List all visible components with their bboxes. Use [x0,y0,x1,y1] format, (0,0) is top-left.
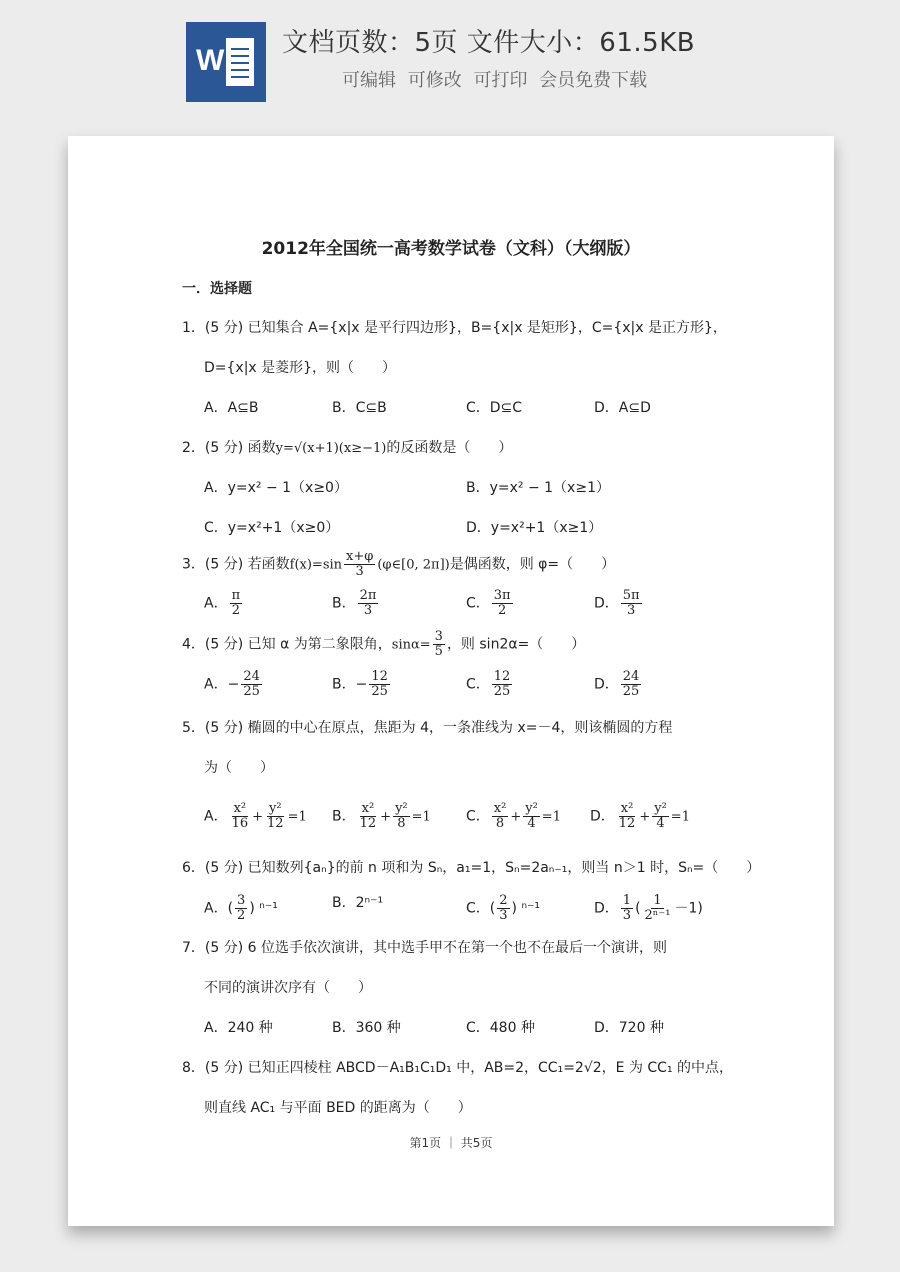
question-1-option-a: A．A⊆B [204,400,259,416]
question-7-stem: 7．(5 分) 6 位选手依次演讲，其中选手甲不在第一个也不在最后一个演讲，则 [182,940,667,956]
download-banner [0,0,900,120]
question-5-stem: 5．(5 分) 椭圆的中心在原点，焦距为 4，一条准线为 x=－4，则该椭圆的方程 [182,720,673,736]
document-page [68,136,834,1226]
question-3-option-a: A． $\frac{\pi}{2}$ [204,588,241,618]
question-6-option-d: D． $\frac{1}{3}$ ( $\frac{1}{\text{2ⁿ⁻¹}}$ －1) [594,893,703,923]
question-8-stem-cont: 则直线 AC₁ 与平面 BED 的距离为（ ） [204,1100,472,1116]
question-1-option-b: B．C⊆B [332,400,387,416]
question-3-option-d: D． $\frac{5\pi}{3}$ [594,588,640,618]
question-3-option-c: C． $\frac{3\pi}{2}$ [466,588,511,618]
question-5-option-c: C． $\frac{\text{x²}}{8}$ + $\frac{\text{y²}}{4}$ =1 [466,801,561,831]
question-7-option-a: A．240 种 [204,1020,273,1036]
question-2-option-b: B．y=x² − 1（x≥1） [466,480,610,496]
question-2-option-a: A．y=x² − 1（x≥0） [204,480,348,496]
question-1-option-c: C．D⊆C [466,400,523,416]
question-5-stem-cont: 为（ ） [204,760,274,776]
question-1-option-d: D．A⊆D [594,400,651,416]
function-formula: y=√(x+1)(x≥−1) [275,441,387,456]
document-info: 文档页数：5页 文件大小：61.5KB [282,28,696,58]
question-4-option-d: D． $\frac{24}{25}$ [594,669,640,699]
question-4-option-b: B．− $\frac{12}{25}$ [332,669,388,699]
question-2-option-d: D．y=x²+1（x≥1） [466,520,603,536]
question-1-stem-cont: D={x|x 是菱形}，则（ ） [204,360,397,376]
question-6-option-c: C．( $\frac{2}{3}$ ) ⁿ⁻¹ [466,893,541,923]
question-6-option-b: B．2ⁿ⁻¹ [332,895,384,911]
page-footer: 第1页 ｜ 共5页 [409,1136,493,1150]
question-3-stem: 3．(5 分) 若函数f(x)=sin $\frac{x+\varphi}{3}$ (φ∈[0, 2π])是偶函数，则 φ=（ ） [182,549,616,579]
question-4-option-c: C． $\frac{12}{25}$ [466,669,511,699]
question-7-option-c: C．480 种 [466,1020,535,1036]
question-5-option-a: A． $\frac{\text{x²}}{16}$ + $\frac{\text{y²}}{12}$ =1 [204,801,307,831]
question-3-option-b: B． $\frac{2\pi}{3}$ [332,588,377,618]
section-heading: 一．选择题 [182,281,252,297]
word-document-icon: W [186,22,266,102]
question-8-stem: 8．(5 分) 已知正四棱柱 ABCD－A₁B₁C₁D₁ 中，AB=2，CC₁=2√2，E 为 CC₁ 的中点， [182,1060,734,1076]
question-5-option-d: D． $\frac{\text{x²}}{12}$ + $\frac{\text{y²}}{4}$ =1 [590,801,690,831]
question-2-stem: 2．(5 分) 函数y=√(x+1)(x≥−1)的反函数是（ ） [182,440,513,456]
question-6-option-a: A．( $\frac{3}{2}$ ) ⁿ⁻¹ [204,893,278,923]
question-7-option-b: B．360 种 [332,1020,401,1036]
page-title: 2012年全国统一高考数学试卷（文科）（大纲版） [261,239,641,259]
question-4-option-a: A．− $\frac{24}{25}$ [204,669,260,699]
question-7-option-d: D．720 种 [594,1020,664,1036]
question-5-option-b: B． $\frac{\text{x²}}{12}$ + $\frac{\text{y²}}{8}$ =1 [332,801,431,831]
question-6-stem: 6．(5 分) 已知数列{aₙ}的前 n 项和为 Sₙ，a₁=1，Sₙ=2aₙ₋₁，则当 n＞1 时，Sₙ=（ ） [182,860,761,876]
question-2-option-c: C．y=x²+1（x≥0） [204,520,340,536]
question-4-stem: 4．(5 分) 已知 α 为第二象限角，sinα= $\frac{3}{5}$ ，则 sin2α=（ ） [182,629,586,659]
question-7-stem-cont: 不同的演讲次序有（ ） [204,980,372,996]
question-1-stem: 1．(5 分) 已知集合 A={x|x 是平行四边形}，B={x|x 是矩形}，C={x|x 是正方形}， [182,320,727,336]
document-features: 可编辑 可修改 可打印 会员免费下载 [342,70,648,91]
